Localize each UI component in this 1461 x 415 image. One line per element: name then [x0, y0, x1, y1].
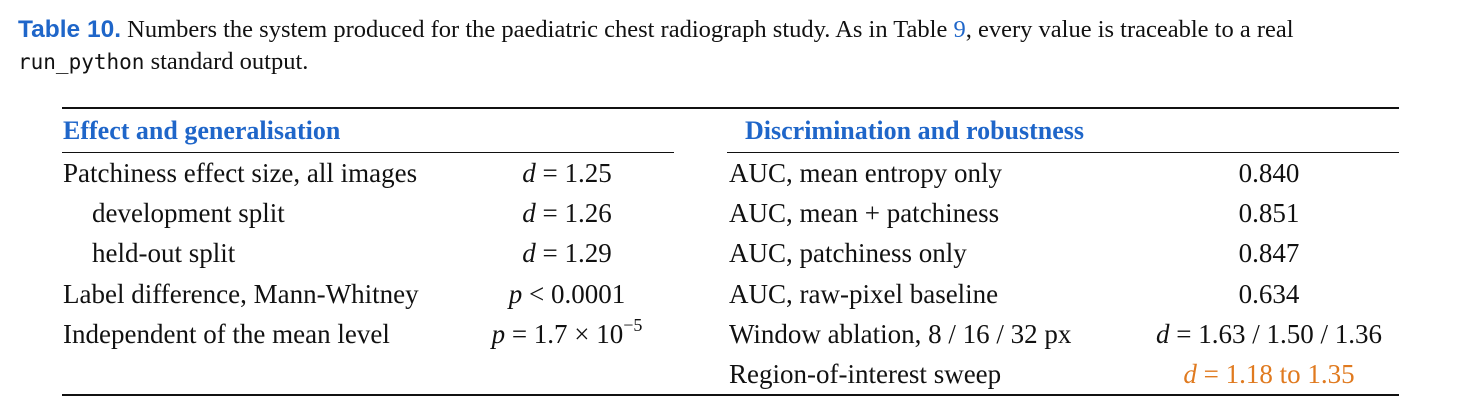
left-row-label: Patchiness effect size, all images — [63, 158, 418, 188]
right-row-label: AUC, mean entropy only — [729, 158, 1002, 188]
caption-label: Table 10. — [18, 16, 122, 43]
right-row-value: 0.634 — [1238, 279, 1300, 309]
left-row-label: held-out split — [92, 238, 236, 268]
math-variable: d — [522, 158, 536, 188]
numeric-value: 1.7 × 10 — [533, 319, 624, 349]
numeric-value: 1.25 — [564, 158, 612, 188]
math-relation: = — [505, 319, 534, 349]
right-row-label: Region-of-interest sweep — [729, 359, 1002, 389]
right-row-label: Window ablation, 8 / 16 / 32 px — [729, 319, 1072, 349]
table-caption — [18, 14, 1448, 78]
math-relation: < — [522, 279, 551, 309]
numeric-value: 1.18 to 1.35 — [1225, 359, 1355, 389]
right-row-label: AUC, raw-pixel baseline — [729, 279, 999, 309]
highlighted-row-value — [1138, 357, 1400, 391]
math-variable: d — [1183, 359, 1197, 389]
table-reference-link[interactable]: 9 — [953, 16, 966, 43]
numeric-value: 1.29 — [564, 238, 612, 268]
right-row-value — [1138, 317, 1400, 351]
caption-text-end: standard output. — [144, 48, 309, 75]
left-row-label: Independent of the mean level — [63, 319, 390, 349]
caption-text-continued: , every value is traceable to a real — [965, 16, 1294, 43]
numeric-value: 0.0001 — [550, 279, 626, 309]
table-top-rule — [62, 107, 1399, 109]
left-row-label: Label difference, Mann-Whitney — [63, 279, 419, 309]
right-section-heading: Discrimination and robustness — [745, 116, 1085, 145]
right-row-value: 0.851 — [1238, 198, 1300, 228]
numeric-value: 1.26 — [564, 198, 612, 228]
right-row-value: 0.847 — [1238, 238, 1300, 268]
math-variable: d — [522, 238, 536, 268]
math-relation: = — [535, 158, 565, 188]
math-relation: = — [1196, 359, 1226, 389]
math-variable: p — [508, 279, 523, 309]
math-relation: = — [1169, 319, 1199, 349]
right-heading-rule — [727, 152, 1399, 153]
left-row-value — [462, 196, 672, 230]
exponent: −5 — [623, 315, 643, 335]
right-row-value: 0.840 — [1238, 158, 1300, 188]
numeric-value: 1.63 / 1.50 / 1.36 — [1198, 319, 1382, 349]
math-variable: d — [522, 198, 536, 228]
math-relation: = — [535, 198, 565, 228]
left-row-value — [462, 156, 672, 190]
left-row-value — [462, 277, 672, 311]
math-variable: p — [491, 319, 506, 349]
left-row-value — [462, 236, 672, 270]
left-row-label: development split — [92, 198, 285, 228]
math-relation: = — [535, 238, 565, 268]
right-row-label: AUC, mean + patchiness — [729, 198, 1000, 228]
left-section-heading: Effect and generalisation — [63, 116, 341, 145]
caption-text: Numbers the system produced for the paediatric chest radiograph study. As in Table — [121, 16, 954, 43]
math-variable: d — [1156, 319, 1170, 349]
table-bottom-rule — [62, 394, 1399, 396]
caption-code: run_python — [18, 50, 145, 74]
left-heading-rule — [62, 152, 674, 153]
right-row-label: AUC, patchiness only — [729, 238, 967, 268]
left-row-value — [462, 317, 672, 351]
